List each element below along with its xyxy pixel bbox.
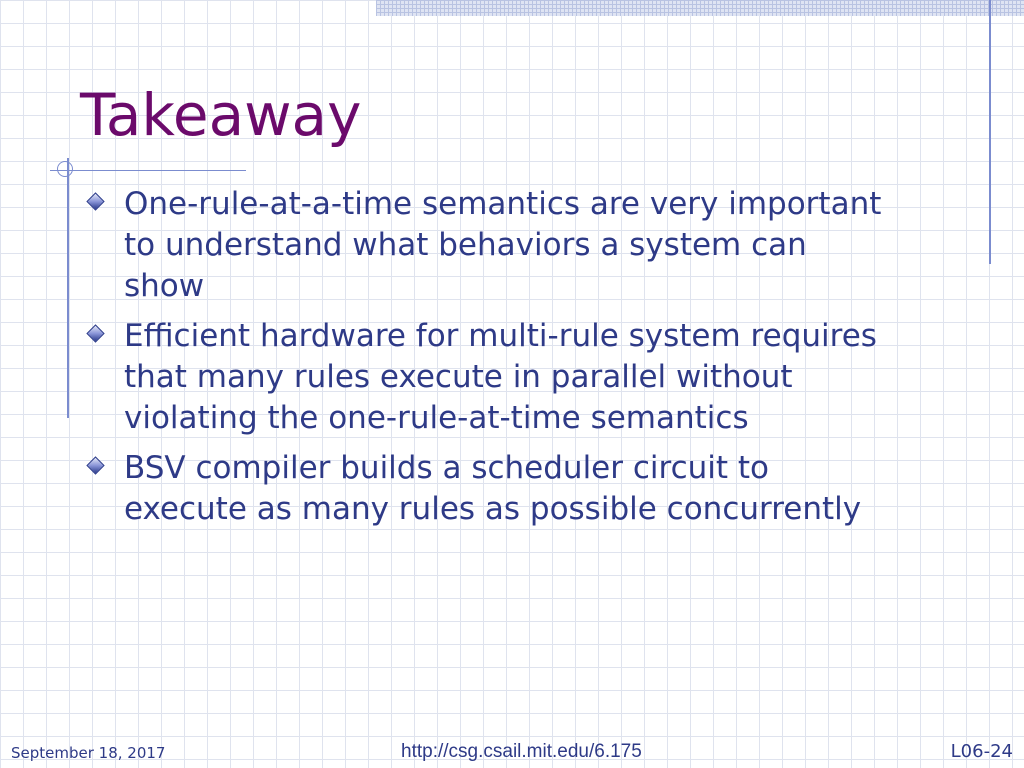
diamond-bullet-icon (86, 192, 104, 210)
bullet-list (86, 184, 896, 539)
title-circle-ornament (57, 161, 73, 177)
right-decorative-rule (989, 0, 991, 264)
bullet-item (86, 184, 896, 307)
bullet-text: BSV compiler builds a scheduler circuit to execute as many rules as possible concurrently (124, 450, 862, 527)
bullet-item (86, 316, 896, 439)
title-underline-rule (50, 170, 246, 171)
top-decorative-band (376, 0, 1024, 16)
diamond-bullet-icon (86, 456, 104, 474)
slide-title: Takeaway (80, 81, 362, 149)
left-decorative-rule (67, 158, 69, 418)
slide-number: L06-24 (950, 741, 1013, 762)
footer-url: http://csg.csail.mit.edu/6.175 (401, 741, 642, 762)
bullet-text: Efficient hardware for multi-rule system requires that many rules execute in parallel without violating the one-rule-at-time semantics (124, 318, 877, 436)
diamond-bullet-icon (86, 324, 104, 342)
bullet-item (86, 448, 896, 530)
bullet-text: One-rule-at-a-time semantics are very important to understand what behaviors a system can show (124, 186, 882, 304)
footer-date: September 18, 2017 (11, 744, 166, 762)
